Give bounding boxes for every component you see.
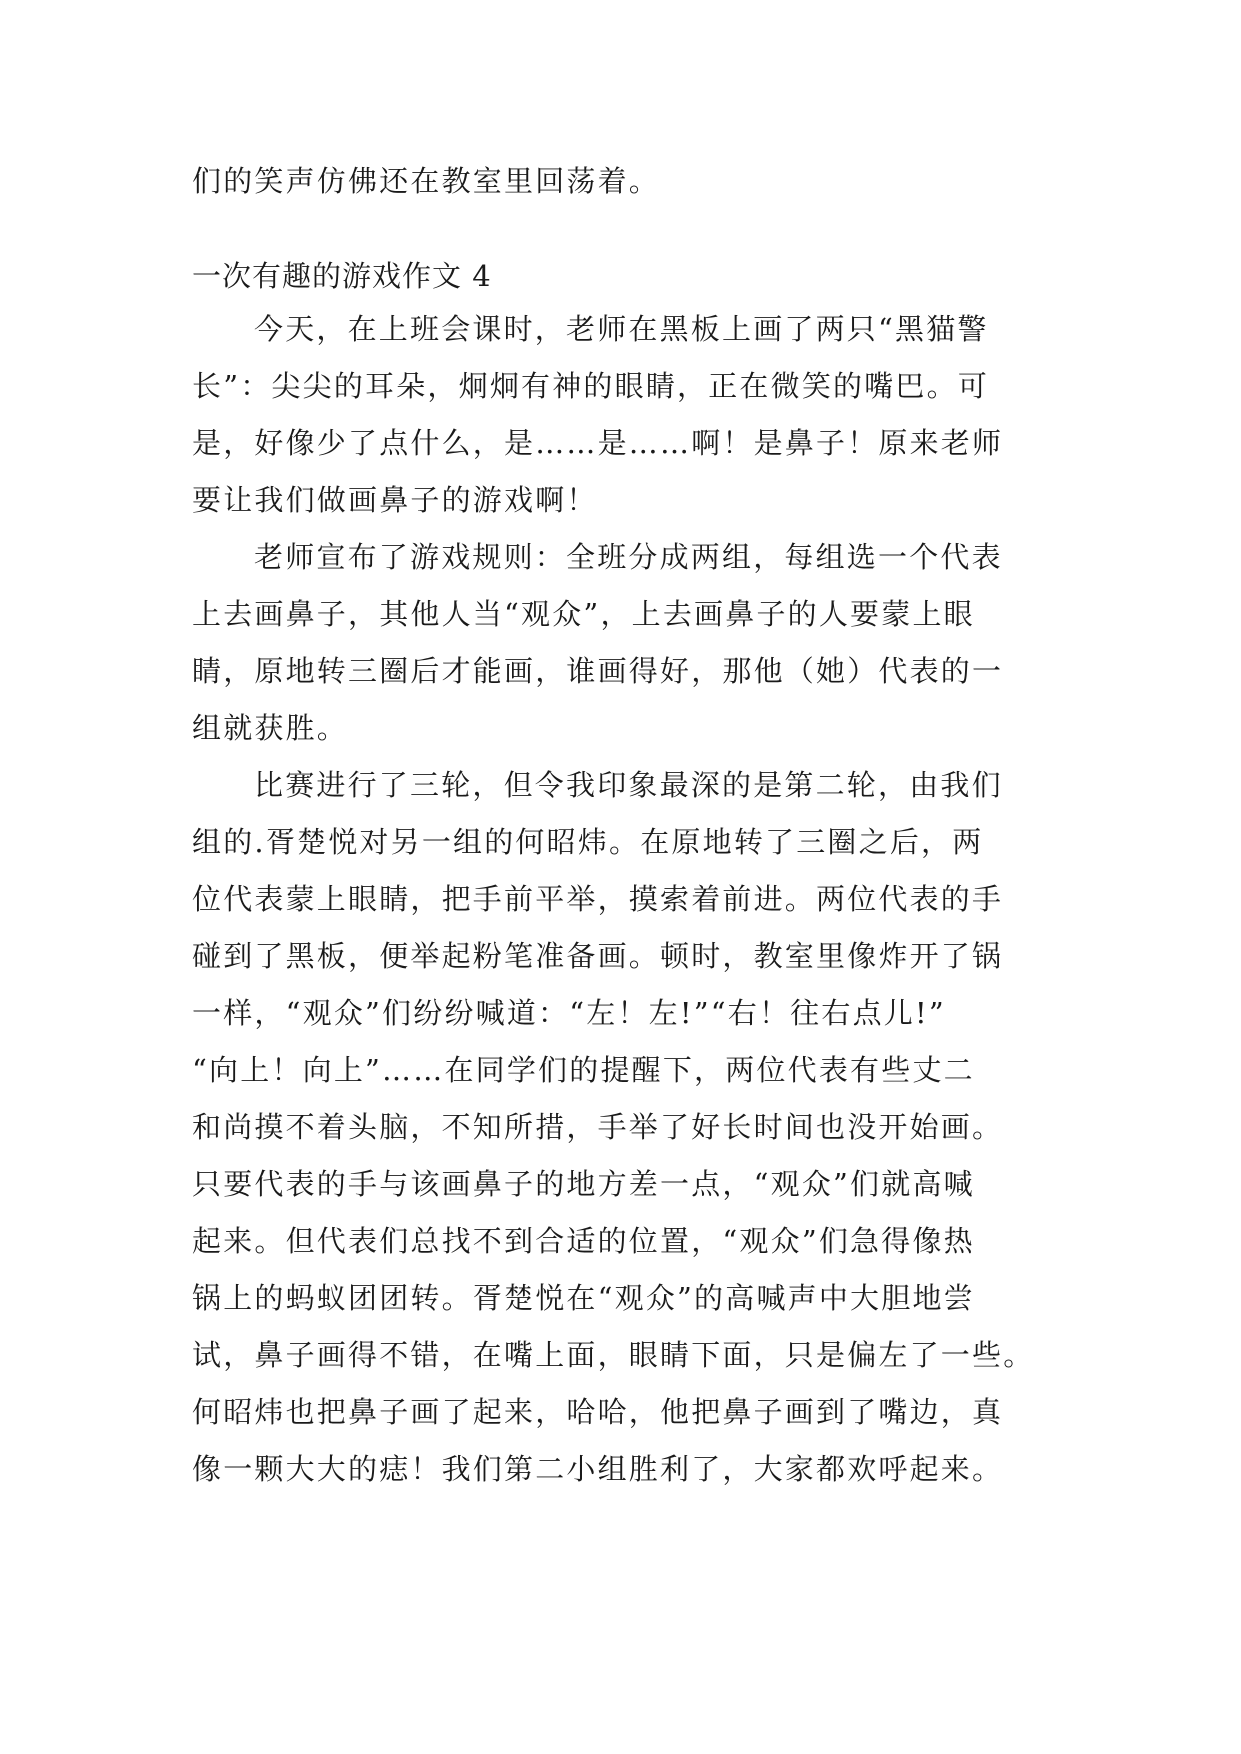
paragraph-line: 像一颗大大的痣！我们第二小组胜利了，大家都欢呼起来。 [192,1452,1004,1486]
paragraph-1 [192,301,1072,529]
paragraph-line: 位代表蒙上眼睛，把手前平举，摸索着前进。两位代表的手 [192,882,1004,916]
paragraph-line: “向上！向上”……在同学们的提醒下，两位代表有些丈二 [192,1053,975,1087]
paragraph-line: 是，好像少了点什么，是……是……啊！是鼻子！原来老师 [192,426,1004,460]
paragraph-line: 一样，“观众”们纷纷喊道：“左！左!”“右！往右点儿!” [192,996,946,1030]
paragraph-2 [192,529,1072,757]
paragraph-line: 和尚摸不着头脑，不知所措，手举了好长时间也没开始画。 [192,1110,1004,1144]
paragraph-line: 老师宣布了游戏规则：全班分成两组，每组选一个代表 [254,540,1003,574]
paragraph-line: 何昭炜也把鼻子画了起来，哈哈，他把鼻子画到了嘴边，真 [192,1395,1004,1429]
paragraph-line: 试，鼻子画得不错，在嘴上面，眼睛下面，只是偏左了一些。 [192,1338,1035,1372]
paragraph-line: 上去画鼻子，其他人当“观众”，上去画鼻子的人要蒙上眼 [192,597,975,631]
paragraph-line: 长”：尖尖的耳朵，炯炯有神的眼睛，正在微笑的嘴巴。可 [192,369,990,403]
paragraph-3 [192,757,1072,1498]
paragraph-line: 要让我们做画鼻子的游戏啊！ [192,483,598,517]
section-gap [192,210,1072,251]
paragraph-line: 锅上的蚂蚁团团转。胥楚悦在“观众”的高喊声中大胆地尝 [192,1281,975,1315]
continuation-line: 们的笑声仿佛还在教室里回荡着。 [192,164,661,198]
paragraph-line: 组就获胜。 [192,711,349,745]
paragraph-line: 碰到了黑板，便举起粉笔准备画。顿时，教室里像炸开了锅 [192,939,1004,973]
paragraph-line: 起来。但代表们总找不到合适的位置，“观众”们急得像热 [192,1224,975,1258]
paragraph-line: 比赛进行了三轮，但令我印象最深的是第二轮，由我们 [254,768,1003,802]
section-title: 一次有趣的游戏作文 4 [192,259,492,293]
document-body [192,153,1072,1498]
paragraph-line: 睛，原地转三圈后才能画，谁画得好，那他（她）代表的一 [192,654,1004,688]
paragraph-line: 组的.胥楚悦对另一组的何昭炜。在原地转了三圈之后，两 [192,825,984,859]
paragraph-line: 只要代表的手与该画鼻子的地方差一点，“观众”们就高喊 [192,1167,975,1201]
paragraph-line: 今天，在上班会课时，老师在黑板上画了两只“黑猫警 [254,312,989,346]
